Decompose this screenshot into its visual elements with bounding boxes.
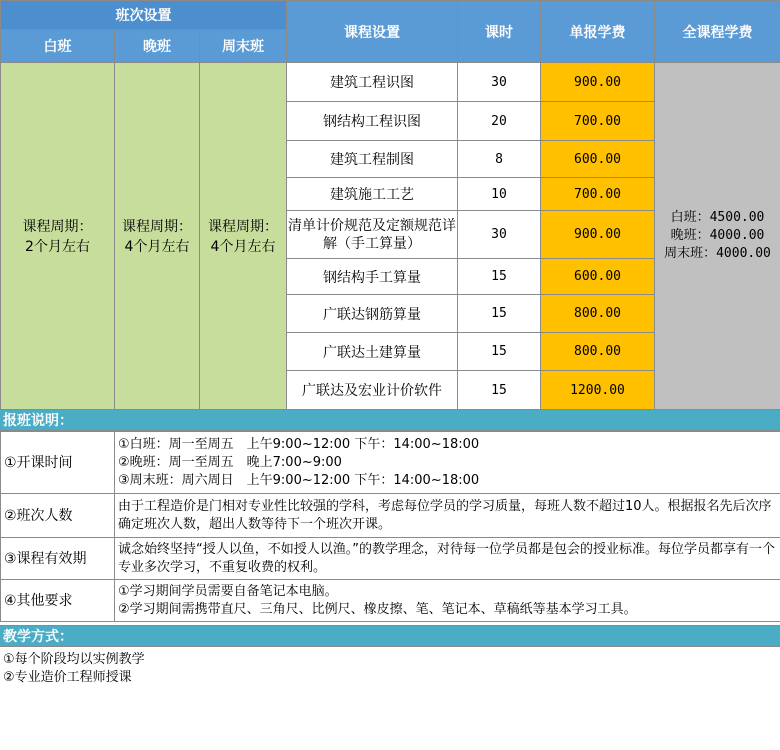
full-fee-cell [655,63,780,410]
course-fee: 1200.00 [541,371,655,410]
course-name: 清单计价规范及定额规范详解（手工算量） [287,211,458,259]
teaching-method-list [3,651,145,687]
course-fee: 700.00 [541,102,655,141]
start-time-line: ①白班：周一至周五 上午9:00~12:00 下午：14:00~18:00 [118,436,480,452]
validity-content: 诚念始终坚持“授人以鱼，不如授人以渔。”的教学理念，对待每一位学员都是包会的授业标准。每位学员都享有一个专业多次学习，不重复收费的权利。 [115,538,780,580]
other-requirements-content [115,580,780,622]
course-name: 钢结构工程识图 [287,102,458,141]
evening-cycle-value: 4个月左右 [124,239,190,255]
course-fee: 900.00 [541,63,655,102]
class-size-content: 由于工程造价是门相对专业性比较强的学科，考虑每位学员的学习质量，每班人数不超过10人。根据报名先后次序确定班次人数，超出人数等待下一个班次开课。 [115,494,780,538]
course-hours: 15 [458,295,541,333]
full-fee-evening: 晚班：4000.00 [670,228,765,243]
weekend-class-header: 周末班 [200,30,287,63]
course-name: 广联达土建算量 [287,333,458,371]
course-fee: 800.00 [541,333,655,371]
validity-label: ③课程有效期 [1,538,115,580]
registration-table [0,431,780,622]
course-fee: 600.00 [541,259,655,295]
course-hours: 8 [458,141,541,178]
start-time-content [115,432,780,494]
start-time-line: ③周末班：周六周日 上午9:00~12:00 下午：14:00~18:00 [118,472,480,488]
single-fee-header: 单报学费 [541,1,655,63]
course-hours: 20 [458,102,541,141]
weekend-cycle-value: 4个月左右 [210,239,276,255]
hours-header: 课时 [458,1,541,63]
day-cycle-value: 2个月左右 [25,239,90,255]
class-size-label: ②班次人数 [1,494,115,538]
course-name: 建筑工程识图 [287,63,458,102]
course-name: 广联达钢筋算量 [287,295,458,333]
evening-cycle-label: 课程周期： [122,219,192,235]
course-name: 钢结构手工算量 [287,259,458,295]
course-hours: 10 [458,178,541,211]
start-time-line: ②晚班：周一至周五 晚上7:00~9:00 [118,454,342,470]
full-fee-weekend: 周末班：4000.00 [664,246,771,261]
schedule-group-header: 班次设置 [1,1,287,30]
day-cycle-label: 课程周期： [22,219,93,235]
day-cycle [1,63,115,410]
course-name: 建筑工程制图 [287,141,458,178]
evening-cycle [115,63,200,410]
course-hours: 15 [458,259,541,295]
requirement-line: ②学习期间需携带直尺、三角尺、比例尺、橡皮擦、笔、笔记本、草稿纸等基本学习工具。 [118,601,637,617]
other-requirements-label: ④其他要求 [1,580,115,622]
course-name: 建筑施工工艺 [287,178,458,211]
course-fee: 700.00 [541,178,655,211]
course-hours: 15 [458,333,541,371]
course-hours: 15 [458,371,541,410]
registration-section-title: 报班说明： [0,409,780,431]
course-fee: 600.00 [541,141,655,178]
course-setting-header: 课程设置 [287,1,458,63]
teaching-section-title: 教学方式： [0,625,780,647]
course-fee: 800.00 [541,295,655,333]
course-hours: 30 [458,211,541,259]
requirement-line: ①学习期间学员需要自备笔记本电脑。 [118,583,338,599]
weekend-cycle-label: 课程周期： [208,219,278,235]
full-fee-header: 全课程学费 [655,1,780,63]
course-name: 广联达及宏业计价软件 [287,371,458,410]
day-class-header: 白班 [1,30,115,63]
teaching-method-item: ①每个阶段均以实例教学 [3,652,145,667]
teaching-method-item: ②专业造价工程师授课 [3,670,132,685]
weekend-cycle [200,63,287,410]
evening-class-header: 晚班 [115,30,200,63]
start-time-label: ①开课时间 [1,432,115,494]
course-fee: 900.00 [541,211,655,259]
full-fee-day: 白班：4500.00 [670,210,765,225]
course-hours: 30 [458,63,541,102]
